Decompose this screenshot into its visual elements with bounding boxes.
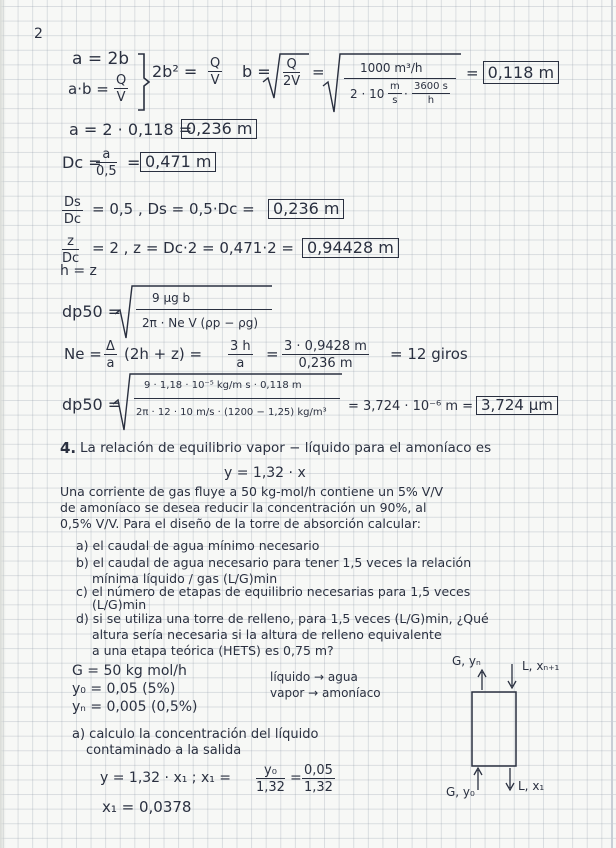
eq1-frac2: $\frac{Q}{V}$ (210, 56, 221, 88)
gas-in-arrow (474, 768, 482, 790)
data-vap: vapor → amoníaco (270, 686, 381, 700)
eq1-num: 1000 m³/h (360, 61, 423, 75)
eq7-frac2: $\frac{3 h}{a}$ (230, 339, 251, 371)
problem-line3: de amoníaco se desea reducir la concentración un 90%, al (60, 500, 427, 515)
sqrt-icon (114, 284, 274, 344)
eq7-lhs: Ne = (64, 345, 102, 363)
margin-line (611, 0, 613, 848)
eq4-result: 0,236 m (268, 199, 344, 219)
page-number: 2 (34, 26, 43, 42)
part-a-frac1: $\frac{\text{y₀}}{1,32}$ (256, 763, 285, 795)
problem-a: a) el caudal de agua mínimo necesario (76, 538, 320, 553)
notebook-page: 2 a = 2b a·b = $\frac{Q}{V}$ 2b² = $\frac{Q}{V}$ b = $\frac{Q}{2V}$ = 1000 m³/h 2 · 10 $\frac{m}{s}$ · $\frac{3600 s}{h}$ = 0,118 m a = 2 · 0,118 = 0,236 m Dc = $\frac{a}{0,5}$ = 0,471 m $\frac{Ds}{Dc}$ = 0,5 , Ds = 0,5·Dc = 0,236 m $\frac{z}{Dc}$ = 2 , z = Dc·2 = 0,471·2 = 0,94428 m h = z dp50 = 9 μg b 2π · Ne V (ρp − ρg) Ne = $\frac{\Delta}{a}$ (2h + z) = $\frac{3 h}{a}$ = $\frac{3 \cdot 0,9428 m}{0,236 m}$ = 12 giros dp50 = 9 · 1,18 · 10⁻⁵ kg/m s · 0,118 m 2π · 12 · 10 m/s · (1200 − 1,25) kg/m³ = 3,724 · 10⁻⁶ m = 3,724 μm 4. La relación de equilibrio vapor − líquido para el amoníaco es y = 1,32 · x Una corriente de gas fluye a 50 kg-mol/h contiene un 5% V/V de amoníaco se desea reducir la concentración un 90%, al 0,5% V/V. Para el diseño de la torre de absorción calcular: a) el caudal de agua mínimo necesario b) el caudal de agua necesario para tener 1,5 veces la relación mínima líquido / gas (L/G)min c) el número de etapas de equilibrio necesarias para 1,5 veces (L/G)min d) si se utiliza una torre de relleno, para 1,5 veces (L/G)min, ¿Qué altura sería necesaria si la altura de relleno equivalente a una etapa teórica (HETS) es 0,75 m? G = 50 kg mol/h y₀ = 0,05 (5%) yₙ = 0,005 (0,5%) líquido → agua vapor → amoníaco G, yₙ L, xₙ₊₁ G, y₀ L, x₁ a) calculo la concentración del líquido contaminado a la salida y = 1,32 · x₁ ; x₁ = $\frac{\text{y₀}}{1,32}$ = $\frac{0,05}{1,32}$ x₁ = 0,0378 (0, 0, 616, 848)
eq1-frac3: $\frac{Q}{2V}$ (283, 57, 301, 89)
eq6-den: 2π · Ne V (ρp − ρg) (142, 316, 259, 330)
eq5-frac: $\frac{z}{Dc}$ (62, 234, 80, 266)
eq5-mid: = 2 , z = Dc·2 = 0,471·2 = (92, 239, 294, 257)
eq1-fracline (344, 78, 456, 79)
part-a-result: x₁ = 0,0378 (102, 798, 192, 816)
eq2-lhs: a = 2 · 0,118 = (69, 120, 193, 139)
problem-relation: y = 1,32 · x (224, 465, 306, 481)
eq1-ab: a·b = (68, 80, 109, 98)
eq7-mid: (2h + z) = (124, 345, 203, 363)
eq1-frac-sh: $\frac{3600 s}{h}$ (414, 81, 448, 106)
problem-d3: a una etapa teórica (HETS) es 0,75 m? (92, 643, 334, 658)
problem-number: 4. (60, 439, 77, 457)
eq1-eq: = (312, 63, 325, 81)
eq4-frac: $\frac{Ds}{Dc}$ (63, 195, 81, 227)
diagram-top-left: G, yₙ (452, 654, 481, 668)
eq2-result: 0,236 m (181, 119, 257, 139)
problem-c2: (L/G)min (92, 597, 147, 612)
data-G: G = 50 kg mol/h (72, 663, 187, 679)
eq3-frac: $\frac{a}{0,5}$ (96, 147, 117, 179)
eq4-mid: = 0,5 , Ds = 0,5·Dc = (92, 200, 255, 218)
problem-b1: b) el caudal de agua necesario para tener 1,5 veces la relación (76, 555, 472, 570)
diagram-bottom-left: G, y₀ (446, 785, 475, 799)
part-a-eqsign: = (290, 770, 302, 786)
problem-line1: La relación de equilibrio vapor − líquido para el amoníaco es (80, 440, 492, 456)
eq8-mid: = 3,724 · 10⁻⁶ m = (348, 399, 474, 414)
eq1-result: 0,118 m (483, 61, 559, 84)
scan-edge (0, 0, 6, 848)
problem-b2: mínima líquido / gas (L/G)min (92, 571, 278, 586)
eq1-dot: · (404, 87, 408, 101)
problem-c1: c) el número de etapas de equilibrio necesarias para 1,5 veces (76, 584, 471, 599)
eq1-b: b = (242, 62, 271, 81)
part-a-frac2: $\frac{0,05}{1,32}$ (304, 763, 333, 795)
eq8-num: 9 · 1,18 · 10⁻⁵ kg/m s · 0,118 m (144, 380, 302, 391)
data-yn: yₙ = 0,005 (0,5%) (72, 699, 198, 715)
eq3-eq: = (127, 153, 141, 172)
eq1-a: a = 2b (72, 49, 130, 69)
eq8-fracline (134, 398, 340, 399)
eq7-frac3: $\frac{3 \cdot 0,9428 m}{0,236 m}$ (284, 339, 367, 371)
eq1-frac-ms: $\frac{m}{s}$ (390, 81, 400, 106)
eq6-fracline (136, 309, 272, 310)
eq7-eq: = (266, 345, 279, 363)
eq8-den: 2π · 12 · 10 m/s · (1200 − 1,25) kg/m³ (136, 407, 327, 418)
diagram-bottom-right: L, x₁ (518, 779, 545, 793)
eq1-den-a: 2 · 10 (350, 87, 385, 101)
eq3-result: 0,471 m (140, 152, 216, 172)
part-a-eq: y = 1,32 · x₁ ; x₁ = (100, 770, 232, 786)
data-liq: líquido → agua (270, 670, 358, 684)
eq3-lhs: Dc = (62, 153, 102, 172)
brace-icon (136, 52, 150, 116)
eq6-lhs: dp50 = (62, 302, 122, 321)
eq7-frac1: $\frac{\Delta}{a}$ (106, 339, 115, 371)
eq1-frac-q-v: $\frac{Q}{V}$ (116, 73, 127, 105)
eq8-result: 3,724 μm (476, 396, 558, 415)
data-y0: y₀ = 0,05 (5%) (72, 681, 176, 697)
column-body (472, 692, 516, 766)
eq8-lhs: dp50 = (62, 395, 122, 414)
problem-d1: d) si se utiliza una torre de relleno, para 1,5 veces (L/G)min, ¿Qué (76, 611, 489, 626)
diagram-top-right: L, xₙ₊₁ (522, 659, 560, 673)
eq6-num: 9 μg b (152, 291, 191, 305)
liquid-in-arrow (508, 664, 516, 688)
liquid-out-arrow (506, 768, 514, 790)
eq1-2b2: 2b² = (152, 62, 198, 81)
eq5-result: 0,94428 m (302, 238, 399, 258)
part-a-line1: a) calculo la concentración del líquido (72, 727, 319, 742)
problem-line4: 0,5% V/V. Para el diseño de la torre de absorción calcular: (60, 516, 421, 531)
gas-out-arrow (478, 670, 486, 690)
problem-d2: altura sería necesaria si la altura de relleno equivalente (92, 627, 442, 642)
eq7-result: = 12 giros (390, 345, 468, 363)
part-a-line2: contaminado a la salida (86, 743, 242, 758)
eq5-hz: h = z (60, 263, 97, 279)
problem-line2: Una corriente de gas fluye a 50 kg-mol/h contiene un 5% V/V (60, 484, 444, 499)
